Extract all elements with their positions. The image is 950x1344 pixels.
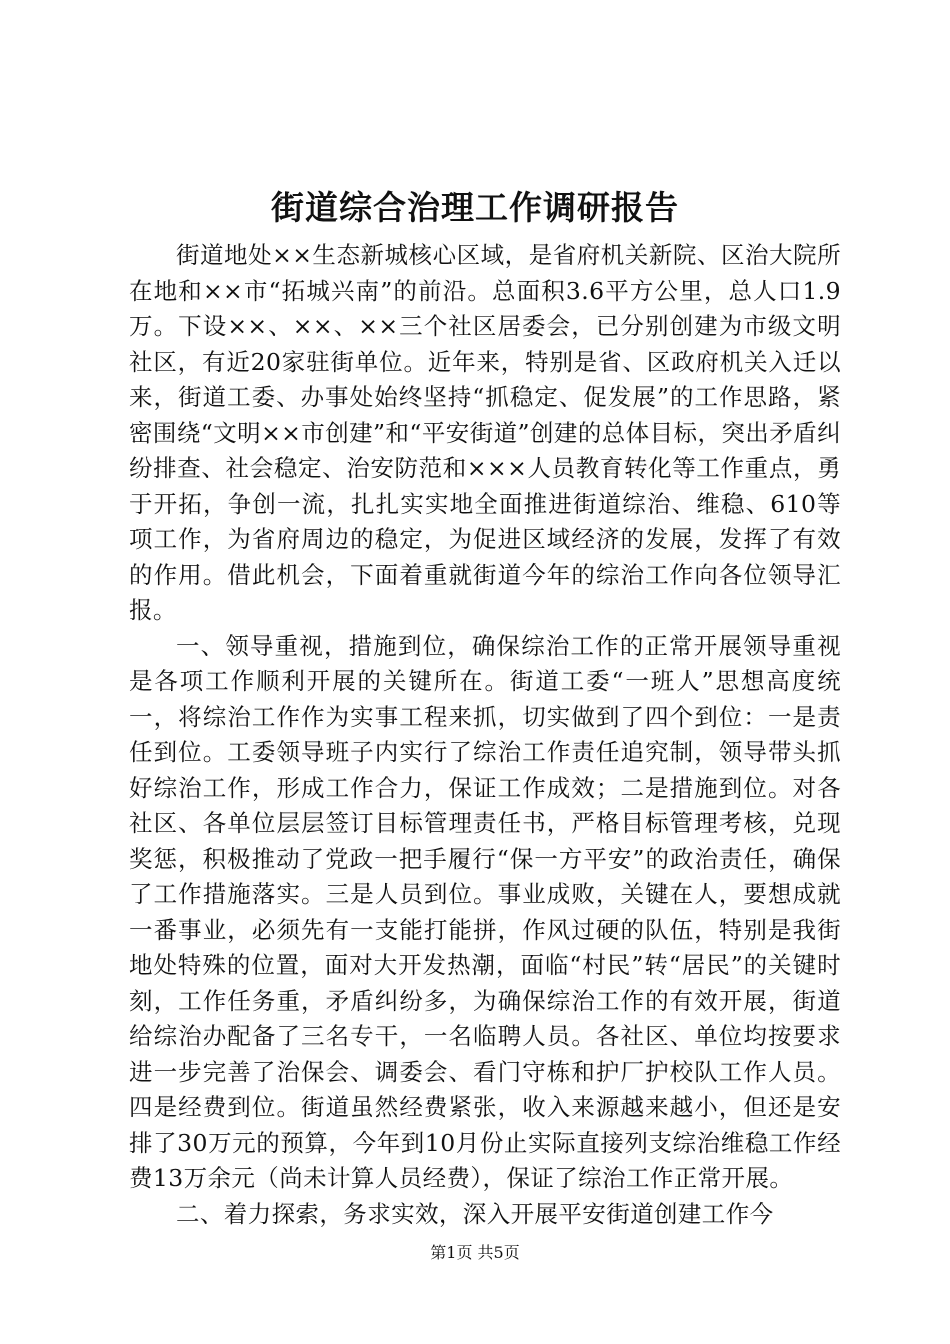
paragraph-section-one: 一、领导重视，措施到位，确保综治工作的正常开展领导重视是各项工作顺利开展的关键所在。街道工委“一班人”思想高度统一，将综治工作作为实事工程来抓，切实做到了四个到位：一是责任到位。工委领导班子内实行了综治工作责任追究制，领导带头抓好综治工作，形成工作合力，保证工作成效；二是措施到位。对各社区、各单位层层签订目标管理责任书，严格目标管理考核，兑现奖惩，积极推动了党政一把手履行“保一方平安”的政治责任，确保了工作措施落实。三是人员到位。事业成败，关键在人，要想成就一番事业，必须先有一支能打能拼，作风过硬的队伍，特别是我街地处特殊的位置，面对大开发热潮，面临“村民”转“居民”的关键时刻，工作任务重，矛盾纠纷多，为确保综治工作的有效开展，街道给综治办配备了三名专干，一名临聘人员。各社区、单位均按要求进一步完善了治保会、调委会、看门守栋和护厂护校队工作人员。四是经费到位。街道虽然经费紧张，收入来源越来越小，但还是安排了30万元的预算，今年到10月份止实际直接列支综治维稳工作经费13万余元（尚未计算人员经费），保证了综治工作正常开展。 bbox=[129, 631, 841, 1192]
document-title: 街道综合治理工作调研报告 bbox=[271, 188, 679, 227]
paragraph-section-two: 二、着力探索，务求实效，深入开展平安街道创建工作今 bbox=[176, 1199, 774, 1228]
document-body bbox=[129, 238, 841, 1232]
page-footer: 第1页 共5页 bbox=[430, 1243, 520, 1262]
paragraph-intro: 街道地处××生态新城核心区域，是省府机关新院、区治大院所在地和××市“拓城兴南”的前沿。总面积3.6平方公里，总人口1.9万。下设××、××、××三个社区居委会，已分别创建为市级文明社区，有近20家驻街单位。近年来，特别是省、区政府机关入迁以来，街道工委、办事处始终坚持“抓稳定、促发展”的工作思路，紧密围绕“文明××市创建”和“平安街道”创建的总体目标，突出矛盾纠纷排查、社会稳定、治安防范和×××人员教育转化等工作重点，勇于开拓，争创一流，扎扎实实地全面推进街道综治、维稳、610等项工作，为省府周边的稳定，为促进区域经济的发展，发挥了有效的作用。借此机会，下面着重就街道今年的综治工作向各位领导汇报。 bbox=[129, 241, 841, 624]
